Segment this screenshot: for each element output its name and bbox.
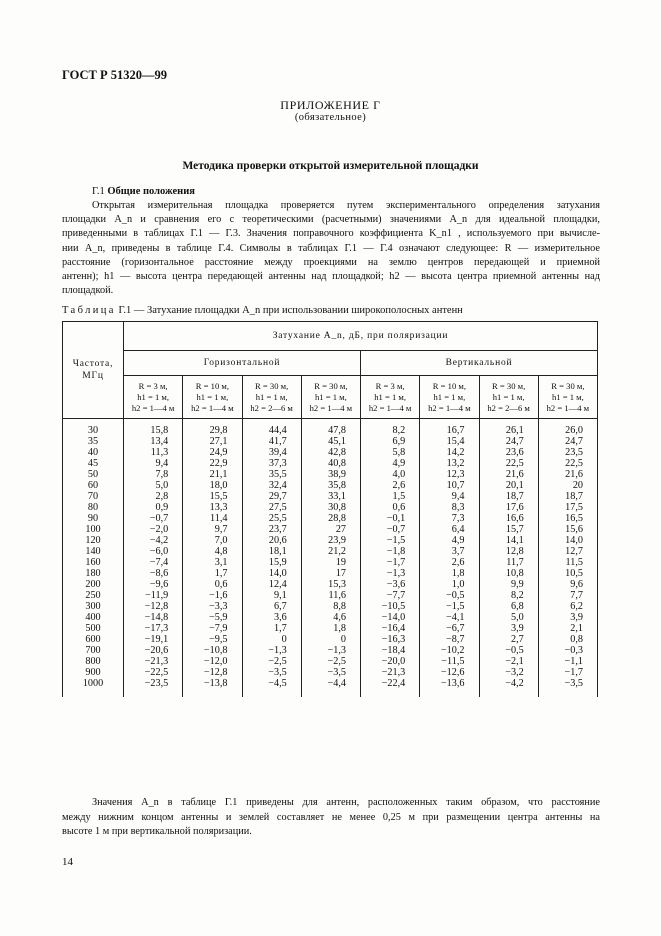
column-parameters-header: R = 30 м, h1 = 1 м, h2 = 2—6 м bbox=[479, 376, 538, 419]
frequency-cell: 140 bbox=[63, 546, 124, 557]
attenuation-cell: −6,0 bbox=[124, 546, 183, 557]
attenuation-cell: −23,5 bbox=[124, 678, 183, 697]
frequency-cell: 180 bbox=[63, 568, 124, 579]
table-row bbox=[63, 469, 598, 480]
attenuation-cell: 10,5 bbox=[538, 568, 597, 579]
table-row bbox=[63, 634, 598, 645]
attenuation-cell: 0,6 bbox=[183, 579, 242, 590]
section-title: Общие положения bbox=[107, 186, 195, 197]
attenuation-cell: 7,7 bbox=[538, 590, 597, 601]
attenuation-cell: 30,8 bbox=[301, 502, 360, 513]
attenuation-cell: −1,7 bbox=[538, 667, 597, 678]
attenuation-cell: −1,5 bbox=[420, 601, 479, 612]
attenuation-cell: −14,8 bbox=[124, 612, 183, 623]
attenuation-cell: 7,3 bbox=[420, 513, 479, 524]
table-row bbox=[63, 419, 598, 437]
attenuation-cell: −7,9 bbox=[183, 623, 242, 634]
attenuation-cell: 2,6 bbox=[361, 480, 420, 491]
attenuation-cell: 6,9 bbox=[361, 436, 420, 447]
attenuation-cell: 2,7 bbox=[479, 634, 538, 645]
attenuation-cell: −1,3 bbox=[242, 645, 301, 656]
attenuation-cell: 1,5 bbox=[361, 491, 420, 502]
attenuation-cell: 18,1 bbox=[242, 546, 301, 557]
attenuation-cell: 2,6 bbox=[420, 557, 479, 568]
attenuation-cell: 13,3 bbox=[183, 502, 242, 513]
attenuation-cell: 8,2 bbox=[479, 590, 538, 601]
attenuation-cell: 37,3 bbox=[242, 458, 301, 469]
attenuation-cell: 38,9 bbox=[301, 469, 360, 480]
attenuation-cell: 15,5 bbox=[183, 491, 242, 502]
attenuation-cell: 9,9 bbox=[479, 579, 538, 590]
attenuation-cell: 9,6 bbox=[538, 579, 597, 590]
attenuation-cell: −6,7 bbox=[420, 623, 479, 634]
table-row bbox=[63, 623, 598, 634]
document-header: ГОСТ Р 51320—99 bbox=[62, 68, 168, 82]
attenuation-cell: 15,4 bbox=[420, 436, 479, 447]
attenuation-cell: −12,8 bbox=[183, 667, 242, 678]
attenuation-cell: −0,5 bbox=[479, 645, 538, 656]
attenuation-cell: 10,8 bbox=[479, 568, 538, 579]
attenuation-cell: −10,5 bbox=[361, 601, 420, 612]
attenuation-cell: 4,0 bbox=[361, 469, 420, 480]
frequency-cell: 120 bbox=[63, 535, 124, 546]
attenuation-cell: −1,3 bbox=[301, 645, 360, 656]
attenuation-cell: 12,8 bbox=[479, 546, 538, 557]
attenuation-cell: −16,3 bbox=[361, 634, 420, 645]
frequency-cell: 200 bbox=[63, 579, 124, 590]
vertical-polarization-header: Вертикальной bbox=[361, 351, 598, 376]
attenuation-cell: 29,7 bbox=[242, 491, 301, 502]
attenuation-cell: 18,0 bbox=[183, 480, 242, 491]
attenuation-cell: 0,9 bbox=[124, 502, 183, 513]
attenuation-cell: 1,7 bbox=[242, 623, 301, 634]
attenuation-cell: −22,5 bbox=[124, 667, 183, 678]
attenuation-cell: 17,6 bbox=[479, 502, 538, 513]
paragraph-line: площадки A_n и сравнения его с теоретическими (расчетными) значениями A_n для идеальной площадки, bbox=[62, 214, 600, 226]
frequency-cell: 800 bbox=[63, 656, 124, 667]
frequency-cell: 60 bbox=[63, 480, 124, 491]
attenuation-cell: 10,7 bbox=[420, 480, 479, 491]
attenuation-cell: −12,8 bbox=[124, 601, 183, 612]
attenuation-cell: −20,6 bbox=[124, 645, 183, 656]
attenuation-cell: 2,8 bbox=[124, 491, 183, 502]
table-row bbox=[63, 667, 598, 678]
attenuation-cell: −21,3 bbox=[124, 656, 183, 667]
attenuation-cell: −9,5 bbox=[183, 634, 242, 645]
attenuation-cell: 41,7 bbox=[242, 436, 301, 447]
attenuation-cell: −7,4 bbox=[124, 557, 183, 568]
table-row bbox=[63, 590, 598, 601]
attenuation-cell: 4,9 bbox=[361, 458, 420, 469]
frequency-cell: 600 bbox=[63, 634, 124, 645]
attenuation-cell: 11,3 bbox=[124, 447, 183, 458]
attenuation-cell: 29,8 bbox=[183, 419, 242, 437]
attenuation-cell: −11,5 bbox=[420, 656, 479, 667]
attenuation-cell: 21,1 bbox=[183, 469, 242, 480]
intro-paragraph bbox=[62, 199, 600, 298]
section-heading bbox=[92, 186, 195, 197]
attenuation-cell: 24,7 bbox=[538, 436, 597, 447]
attenuation-cell: 22,9 bbox=[183, 458, 242, 469]
table-row bbox=[63, 447, 598, 458]
method-title: Методика проверки открытой измерительной площадки bbox=[182, 160, 479, 172]
table-row bbox=[63, 645, 598, 656]
attenuation-cell: 23,7 bbox=[242, 524, 301, 535]
attenuation-cell: −3,5 bbox=[538, 678, 597, 697]
attenuation-cell: −0,5 bbox=[420, 590, 479, 601]
attenuation-cell: 8,8 bbox=[301, 601, 360, 612]
paragraph-line: антенн); h1 — высота центра передающей антенны над площадкой; h2 — высота центра приемной антенны над bbox=[62, 271, 600, 283]
attenuation-cell: 3,6 bbox=[242, 612, 301, 623]
attenuation-cell: 27,5 bbox=[242, 502, 301, 513]
column-parameters-header: R = 30 м, h1 = 1 м, h2 = 2—6 м bbox=[242, 376, 301, 419]
attenuation-cell: −2,5 bbox=[242, 656, 301, 667]
attenuation-cell: −3,5 bbox=[242, 667, 301, 678]
table-caption-text: Г.1 — Затухание площадки A_n при использовании широкополосных антенн bbox=[118, 305, 463, 316]
attenuation-cell: 4,9 bbox=[420, 535, 479, 546]
attenuation-cell: 11,4 bbox=[183, 513, 242, 524]
attenuation-cell: 20,1 bbox=[479, 480, 538, 491]
attenuation-cell: −1,5 bbox=[361, 535, 420, 546]
attenuation-cell: 24,7 bbox=[479, 436, 538, 447]
column-parameters-header: R = 3 м, h1 = 1 м, h2 = 1—4 м bbox=[361, 376, 420, 419]
attenuation-cell: 32,4 bbox=[242, 480, 301, 491]
attenuation-cell: 23,5 bbox=[538, 447, 597, 458]
frequency-cell: 900 bbox=[63, 667, 124, 678]
frequency-cell: 40 bbox=[63, 447, 124, 458]
attenuation-cell: 0,6 bbox=[361, 502, 420, 513]
attenuation-cell: −18,4 bbox=[361, 645, 420, 656]
attenuation-cell: 13,4 bbox=[124, 436, 183, 447]
attenuation-cell: 15,3 bbox=[301, 579, 360, 590]
attenuation-cell: −1,8 bbox=[361, 546, 420, 557]
column-parameters-header: R = 10 м, h1 = 1 м, h2 = 1—4 м bbox=[420, 376, 479, 419]
attenuation-cell: 44,4 bbox=[242, 419, 301, 437]
table-note bbox=[62, 796, 600, 840]
attenuation-cell: 11,5 bbox=[538, 557, 597, 568]
attenuation-cell: 22,5 bbox=[538, 458, 597, 469]
attenuation-cell: 6,7 bbox=[242, 601, 301, 612]
attenuation-cell: −17,3 bbox=[124, 623, 183, 634]
frequency-cell: 250 bbox=[63, 590, 124, 601]
attenuation-cell: 1,8 bbox=[420, 568, 479, 579]
attenuation-cell: 12,4 bbox=[242, 579, 301, 590]
attenuation-cell: −3,2 bbox=[479, 667, 538, 678]
attenuation-cell: 16,6 bbox=[479, 513, 538, 524]
attenuation-cell: −19,1 bbox=[124, 634, 183, 645]
attenuation-cell: −0,7 bbox=[361, 524, 420, 535]
attenuation-cell: 0 bbox=[301, 634, 360, 645]
attenuation-cell: 22,5 bbox=[479, 458, 538, 469]
attenuation-cell: 1,8 bbox=[301, 623, 360, 634]
attenuation-cell: 40,8 bbox=[301, 458, 360, 469]
table-row bbox=[63, 524, 598, 535]
attenuation-cell: 6,8 bbox=[479, 601, 538, 612]
attenuation-cell: 8,3 bbox=[420, 502, 479, 513]
attenuation-cell: −4,2 bbox=[124, 535, 183, 546]
attenuation-cell: 23,9 bbox=[301, 535, 360, 546]
attenuation-cell: 42,8 bbox=[301, 447, 360, 458]
frequency-cell: 50 bbox=[63, 469, 124, 480]
attenuation-cell: 6,4 bbox=[420, 524, 479, 535]
attenuation-cell: 7,0 bbox=[183, 535, 242, 546]
attenuation-cell: 1,7 bbox=[183, 568, 242, 579]
attenuation-cell: −7,7 bbox=[361, 590, 420, 601]
attenuation-cell: 27,1 bbox=[183, 436, 242, 447]
frequency-cell: 45 bbox=[63, 458, 124, 469]
frequency-cell: 400 bbox=[63, 612, 124, 623]
attenuation-cell: −1,1 bbox=[538, 656, 597, 667]
attenuation-cell: −3,6 bbox=[361, 579, 420, 590]
attenuation-cell: 12,7 bbox=[538, 546, 597, 557]
attenuation-cell: 11,6 bbox=[301, 590, 360, 601]
attenuation-cell: 47,8 bbox=[301, 419, 360, 437]
attenuation-cell: 3,1 bbox=[183, 557, 242, 568]
note-line: между нижним концом антенны и землей составляет не менее 0,25 м при размещении центра антенны на bbox=[62, 811, 600, 823]
table-row bbox=[63, 535, 598, 546]
attenuation-cell: −3,5 bbox=[301, 667, 360, 678]
attenuation-cell: 13,2 bbox=[420, 458, 479, 469]
attenuation-cell: −20,0 bbox=[361, 656, 420, 667]
paragraph-line: площадкой. bbox=[62, 285, 114, 297]
attenuation-cell: 26,0 bbox=[538, 419, 597, 437]
attenuation-cell: 21,2 bbox=[301, 546, 360, 557]
attenuation-cell: −0,3 bbox=[538, 645, 597, 656]
attenuation-cell: −3,3 bbox=[183, 601, 242, 612]
attenuation-cell: 4,8 bbox=[183, 546, 242, 557]
attenuation-cell: −16,4 bbox=[361, 623, 420, 634]
attenuation-cell: 8,2 bbox=[361, 419, 420, 437]
paragraph-line: Открытая измерительная площадка проверяется путем экспериментального определения затухания bbox=[92, 200, 600, 211]
attenuation-cell: 1,0 bbox=[420, 579, 479, 590]
attenuation-cell: −8,7 bbox=[420, 634, 479, 645]
attenuation-cell: 24,9 bbox=[183, 447, 242, 458]
table-row bbox=[63, 579, 598, 590]
attenuation-cell: 28,8 bbox=[301, 513, 360, 524]
frequency-cell: 30 bbox=[63, 419, 124, 437]
appendix-title: ПРИЛОЖЕНИЕ Г bbox=[280, 98, 381, 112]
paragraph-line: приведенными в таблицах Г.1 — Г.3. Значения поправочного коэффициента K_n1 , используемого при вычисле- bbox=[62, 228, 600, 240]
frequency-header: Частота, МГц bbox=[63, 322, 124, 419]
attenuation-cell: −11,9 bbox=[124, 590, 183, 601]
frequency-cell: 700 bbox=[63, 645, 124, 656]
attenuation-cell: −4,2 bbox=[479, 678, 538, 697]
attenuation-cell: −13,6 bbox=[420, 678, 479, 697]
table-caption bbox=[62, 305, 463, 316]
attenuation-cell: 4,6 bbox=[301, 612, 360, 623]
attenuation-cell: 33,1 bbox=[301, 491, 360, 502]
table-row bbox=[63, 612, 598, 623]
column-parameters-header: R = 30 м, h1 = 1 м, h2 = 1—4 м bbox=[301, 376, 360, 419]
attenuation-cell: −2,5 bbox=[301, 656, 360, 667]
attenuation-cell: −22,4 bbox=[361, 678, 420, 697]
attenuation-cell: −12,6 bbox=[420, 667, 479, 678]
horizontal-polarization-header: Горизонтальной bbox=[124, 351, 361, 376]
table-row bbox=[63, 568, 598, 579]
attenuation-cell: 18,7 bbox=[479, 491, 538, 502]
attenuation-cell: −10,2 bbox=[420, 645, 479, 656]
attenuation-cell: −21,3 bbox=[361, 667, 420, 678]
attenuation-cell: 25,5 bbox=[242, 513, 301, 524]
table-row bbox=[63, 557, 598, 568]
frequency-cell: 70 bbox=[63, 491, 124, 502]
attenuation-cell: −13,8 bbox=[183, 678, 242, 697]
attenuation-cell: 9,7 bbox=[183, 524, 242, 535]
frequency-cell: 500 bbox=[63, 623, 124, 634]
attenuation-cell: 5,0 bbox=[124, 480, 183, 491]
attenuation-cell: 45,1 bbox=[301, 436, 360, 447]
attenuation-cell: 35,5 bbox=[242, 469, 301, 480]
attenuation-cell: 11,7 bbox=[479, 557, 538, 568]
attenuation-cell: 15,8 bbox=[124, 419, 183, 437]
attenuation-cell: 0,8 bbox=[538, 634, 597, 645]
appendix-subtitle: (обязательное) bbox=[294, 112, 367, 123]
attenuation-cell: −1,7 bbox=[361, 557, 420, 568]
attenuation-cell: 3,9 bbox=[538, 612, 597, 623]
attenuation-cell: 18,7 bbox=[538, 491, 597, 502]
paragraph-line: нии A_n, приведены в таблице Г.4. Символы в таблицах Г.1 — Г.4 означают следующее: R — измерительное bbox=[62, 242, 600, 254]
attenuation-cell: −0,1 bbox=[361, 513, 420, 524]
attenuation-cell: −14,0 bbox=[361, 612, 420, 623]
attenuation-cell: 21,6 bbox=[538, 469, 597, 480]
frequency-cell: 160 bbox=[63, 557, 124, 568]
attenuation-cell: 0 bbox=[242, 634, 301, 645]
table-row bbox=[63, 546, 598, 557]
table-row bbox=[63, 491, 598, 502]
attenuation-cell: 6,2 bbox=[538, 601, 597, 612]
attenuation-cell: 2,1 bbox=[538, 623, 597, 634]
attenuation-cell: 23,6 bbox=[479, 447, 538, 458]
page-number: 14 bbox=[62, 856, 73, 868]
section-number: Г.1 bbox=[92, 186, 105, 197]
attenuation-header: Затухание A_n, дБ, при поляризации bbox=[124, 322, 598, 351]
attenuation-cell: 12,3 bbox=[420, 469, 479, 480]
attenuation-cell: 27 bbox=[301, 524, 360, 535]
table-row bbox=[63, 458, 598, 469]
attenuation-cell: −4,1 bbox=[420, 612, 479, 623]
attenuation-cell: −1,3 bbox=[361, 568, 420, 579]
table-row bbox=[63, 601, 598, 612]
table-caption-label: Таблица bbox=[62, 305, 116, 316]
table-row bbox=[63, 513, 598, 524]
attenuation-cell: 9,4 bbox=[124, 458, 183, 469]
attenuation-cell: 3,7 bbox=[420, 546, 479, 557]
attenuation-cell: −4,4 bbox=[301, 678, 360, 697]
attenuation-cell: 14,0 bbox=[538, 535, 597, 546]
attenuation-cell: 15,7 bbox=[479, 524, 538, 535]
attenuation-cell: 9,4 bbox=[420, 491, 479, 502]
attenuation-cell: −1,6 bbox=[183, 590, 242, 601]
column-parameters-header: R = 10 м, h1 = 1 м, h2 = 1—4 м bbox=[183, 376, 242, 419]
note-line: Значения A_n в таблице Г.1 приведены для антенн, расположенных таким образом, что расстояние bbox=[92, 797, 600, 808]
attenuation-cell: 14,2 bbox=[420, 447, 479, 458]
attenuation-cell: −10,8 bbox=[183, 645, 242, 656]
table-row bbox=[63, 502, 598, 513]
attenuation-cell: 15,6 bbox=[538, 524, 597, 535]
frequency-cell: 80 bbox=[63, 502, 124, 513]
attenuation-cell: −8,6 bbox=[124, 568, 183, 579]
attenuation-table bbox=[62, 321, 598, 697]
frequency-cell: 100 bbox=[63, 524, 124, 535]
attenuation-cell: 14,1 bbox=[479, 535, 538, 546]
attenuation-cell: 5,0 bbox=[479, 612, 538, 623]
attenuation-cell: 39,4 bbox=[242, 447, 301, 458]
attenuation-cell: −2,1 bbox=[479, 656, 538, 667]
table-row bbox=[63, 480, 598, 491]
paragraph-line: расстояние (горизонтальное расстояние между проекциями на землю центров передающей и приемной bbox=[62, 256, 600, 268]
attenuation-cell: −5,9 bbox=[183, 612, 242, 623]
attenuation-cell: 17 bbox=[301, 568, 360, 579]
attenuation-cell: −2,0 bbox=[124, 524, 183, 535]
attenuation-cell: −4,5 bbox=[242, 678, 301, 697]
column-parameters-header: R = 30 м, h1 = 1 м, h2 = 1—4 м bbox=[538, 376, 597, 419]
attenuation-cell: 21,6 bbox=[479, 469, 538, 480]
note-line: высоте 1 м при вертикальной поляризации. bbox=[62, 826, 252, 837]
attenuation-cell: 17,5 bbox=[538, 502, 597, 513]
frequency-cell: 35 bbox=[63, 436, 124, 447]
attenuation-cell: 7,8 bbox=[124, 469, 183, 480]
table-row bbox=[63, 678, 598, 697]
frequency-cell: 300 bbox=[63, 601, 124, 612]
attenuation-cell: 16,5 bbox=[538, 513, 597, 524]
attenuation-cell: 9,1 bbox=[242, 590, 301, 601]
attenuation-cell: 3,9 bbox=[479, 623, 538, 634]
attenuation-cell: 35,8 bbox=[301, 480, 360, 491]
column-parameters-header: R = 3 м, h1 = 1 м, h2 = 1—4 м bbox=[124, 376, 183, 419]
attenuation-cell: −9,6 bbox=[124, 579, 183, 590]
table-row bbox=[63, 436, 598, 447]
attenuation-cell: 14,0 bbox=[242, 568, 301, 579]
attenuation-cell: 16,7 bbox=[420, 419, 479, 437]
attenuation-cell: −12,0 bbox=[183, 656, 242, 667]
table-row bbox=[63, 656, 598, 667]
attenuation-cell: 20 bbox=[538, 480, 597, 491]
frequency-cell: 1000 bbox=[63, 678, 124, 697]
attenuation-cell: 15,9 bbox=[242, 557, 301, 568]
attenuation-cell: 26,1 bbox=[479, 419, 538, 437]
attenuation-cell: −0,7 bbox=[124, 513, 183, 524]
frequency-cell: 90 bbox=[63, 513, 124, 524]
attenuation-cell: 5,8 bbox=[361, 447, 420, 458]
attenuation-cell: 20,6 bbox=[242, 535, 301, 546]
attenuation-cell: 19 bbox=[301, 557, 360, 568]
